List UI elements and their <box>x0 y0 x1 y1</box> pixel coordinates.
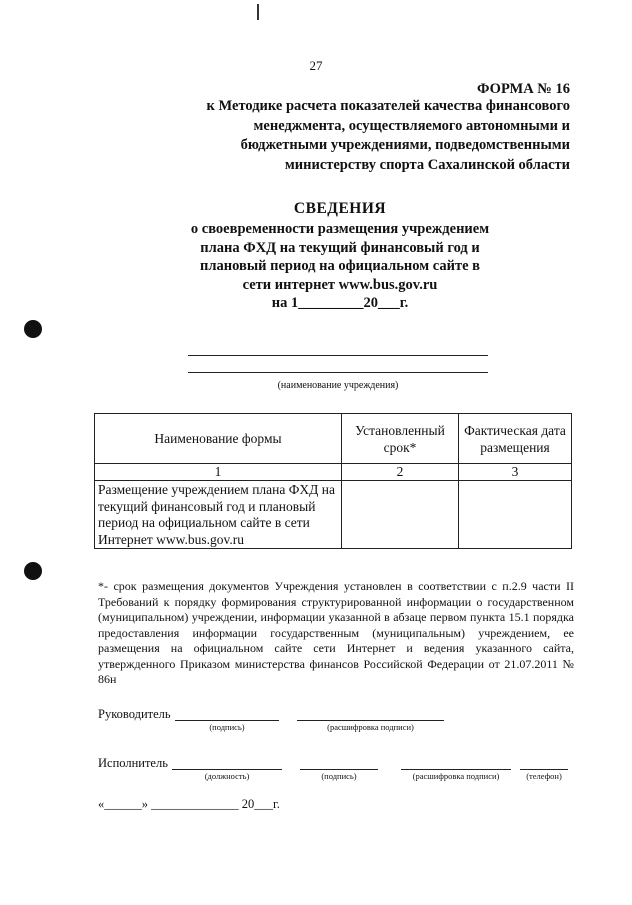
methodology-line: бюджетными учреждениями, подведомственными <box>240 137 570 153</box>
methodology-line: менеджмента, осуществляемого автономными и <box>253 117 570 134</box>
executor-phone-caption: (телефон) <box>526 771 562 781</box>
institution-caption: (наименование учреждения) <box>277 380 399 391</box>
footnote: *- срок размещения документов Учреждения установлен в соответствии с п.2.9 части II Требований к порядку формирования структурированной информации о государственном (муниципальном) учреждении, информации указанной в абзаце первом пункта 15.1 порядка предоставления информации государственным (муниципальным) учреждением, ее размещения на официальном сайте сети Интернет и ведения указанного сайта, утвержденного Приказом министерства финансов Российской Федерации от 21.07.2011 № 86н <box>98 579 574 686</box>
head-signature-line[interactable] <box>175 720 279 721</box>
signature-date-line: «______» ______________ 20___г. <box>98 797 280 811</box>
punch-hole-mark <box>24 320 42 338</box>
document-title: СВЕДЕНИЯ <box>293 200 387 217</box>
document-subtitle <box>150 220 530 294</box>
institution-name-line-1[interactable] <box>188 355 488 356</box>
executor-signature-line[interactable] <box>300 769 378 770</box>
subtitle-line: плановый период на официальном сайте в <box>200 258 480 274</box>
row-actual-date-cell[interactable] <box>459 481 572 549</box>
subtitle-line: сети интернет www.bus.gov.ru <box>242 276 438 293</box>
executor-phone-line[interactable] <box>520 769 568 770</box>
executor-position-line[interactable] <box>172 769 282 770</box>
methodology-reference <box>150 97 570 175</box>
column-number: 1 <box>95 464 342 481</box>
punch-hole-mark <box>24 562 42 580</box>
header-form-name: Наименование формы <box>95 414 342 464</box>
executor-signature-caption: (подпись) <box>321 771 357 781</box>
page-number: 27 <box>309 58 323 73</box>
header-deadline: Установленный срок* <box>342 414 459 464</box>
row-form-name: Размещение учреждением плана ФХД на текущий финансовый год и плановый период на официальном сайте в сети Интернет www.bus.gov.ru <box>95 481 342 549</box>
executor-decode-line[interactable] <box>401 769 511 770</box>
table-number-row <box>95 464 572 481</box>
executor-label: Исполнитель <box>98 756 168 770</box>
report-table <box>94 413 572 549</box>
subtitle-line: о своевременности размещения учреждением <box>190 221 490 237</box>
institution-name-line-2[interactable] <box>188 372 488 373</box>
head-decode-caption: (расшифровка подписи) <box>327 722 414 732</box>
form-title: ФОРМА № 16 <box>477 81 570 97</box>
column-number: 3 <box>459 464 572 481</box>
methodology-line: к Методике расчета показателей качества финансового <box>206 98 570 114</box>
header-actual-date: Фактическая дата размещения <box>459 414 572 464</box>
report-date-line: на 1_________20___г. <box>271 295 409 311</box>
subtitle-line: плана ФХД на текущий финансовый год и <box>200 239 480 256</box>
scan-mark <box>257 4 259 20</box>
row-deadline-cell[interactable] <box>342 481 459 549</box>
table-header-row <box>95 414 572 464</box>
table-row <box>95 481 572 549</box>
column-number: 2 <box>342 464 459 481</box>
head-signature-caption: (подпись) <box>209 722 245 732</box>
head-label: Руководитель <box>98 707 171 721</box>
executor-decode-caption: (расшифровка подписи) <box>412 771 500 781</box>
executor-position-caption: (должность) <box>204 771 250 781</box>
head-decode-line[interactable] <box>297 720 444 721</box>
methodology-line: министерству спорта Сахалинской области <box>284 156 570 173</box>
